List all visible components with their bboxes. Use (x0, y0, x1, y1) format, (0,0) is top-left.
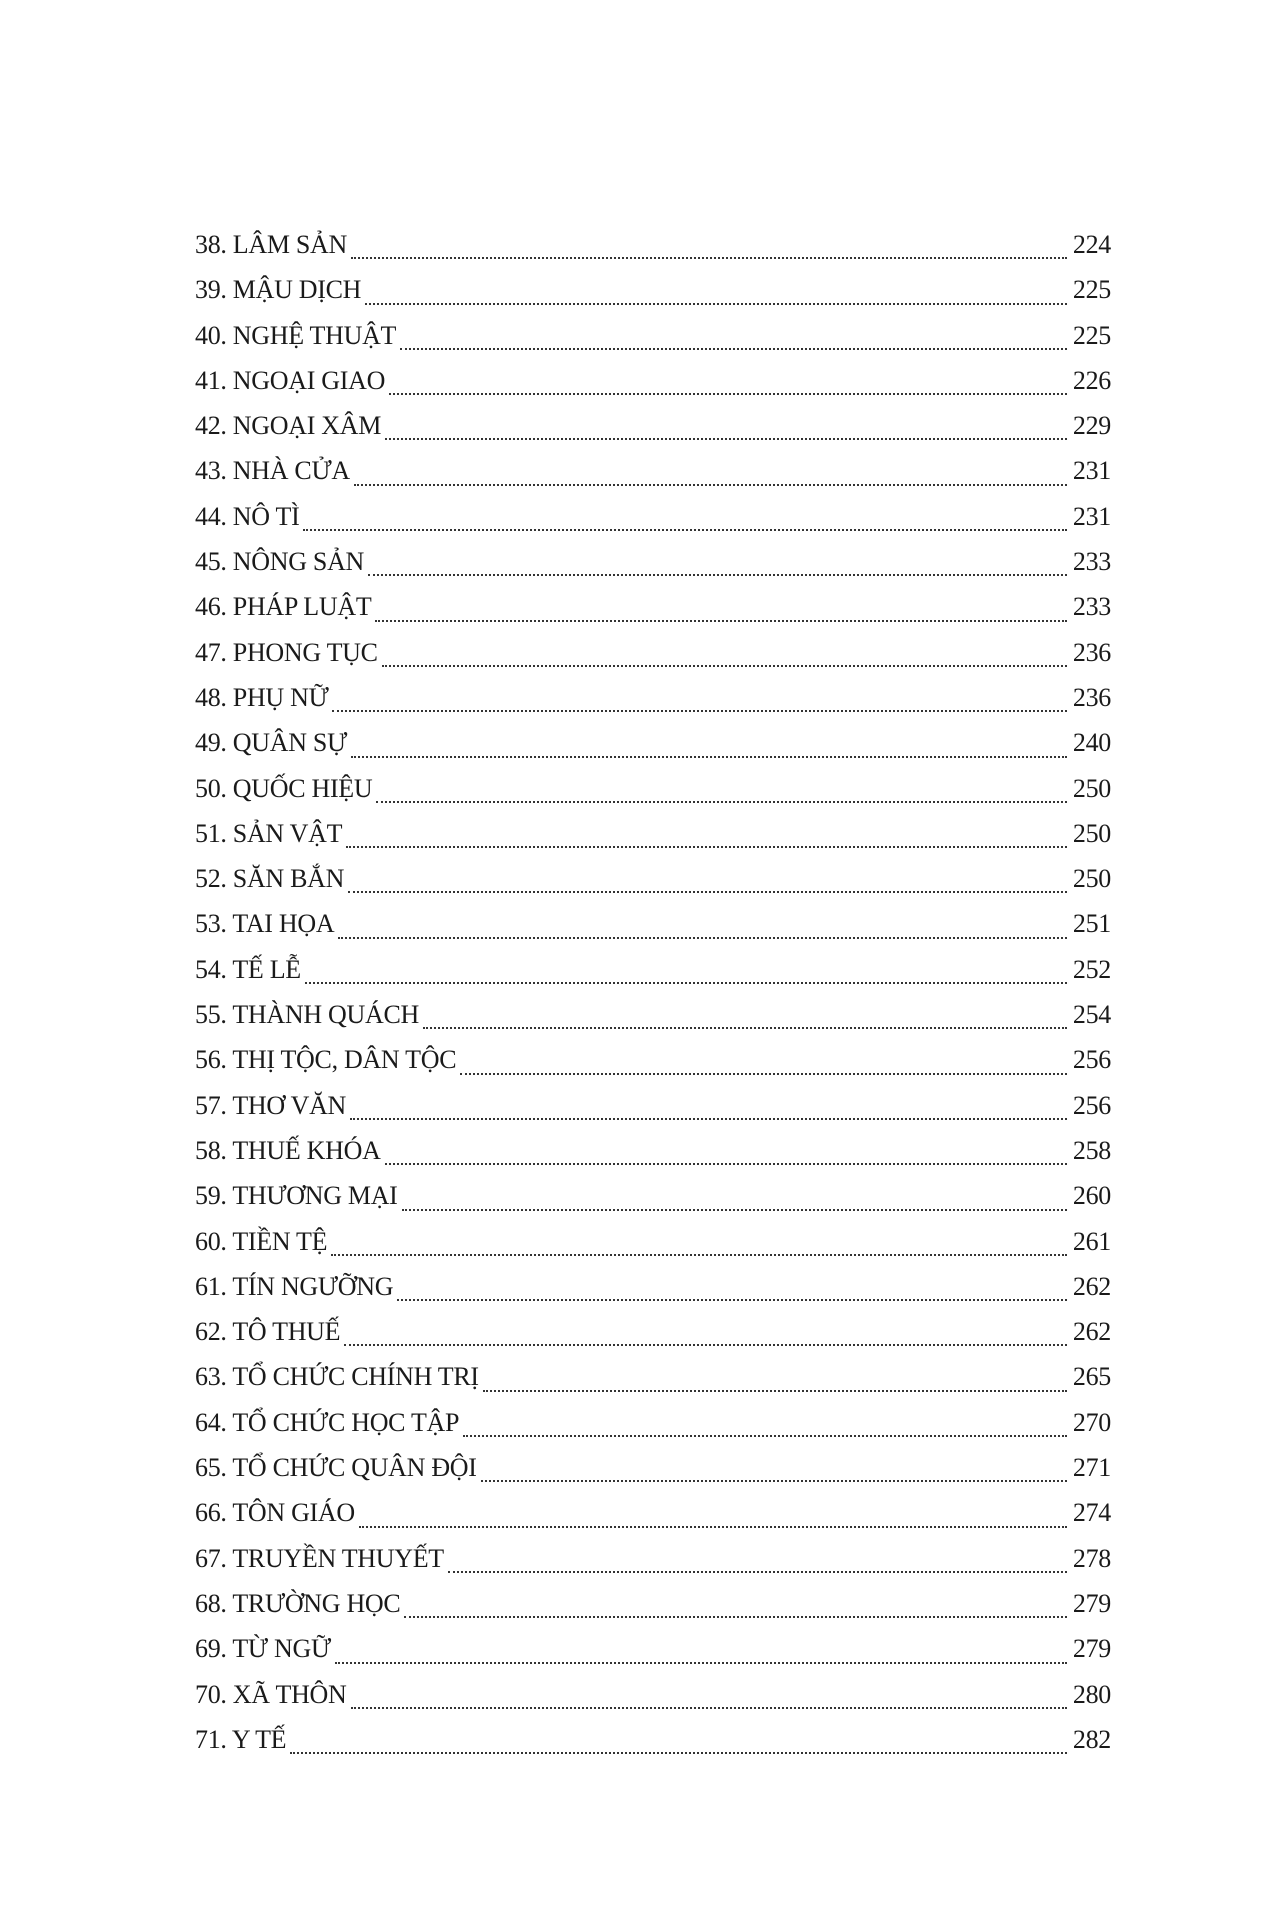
toc-entry-page-number: 278 (1072, 1543, 1111, 1573)
toc-entry-page-number: 261 (1072, 1226, 1111, 1256)
toc-entry-title: 71. Y TẾ (195, 1724, 287, 1754)
toc-entry-title: 53. TAI HỌA (195, 909, 335, 939)
toc-entry-page-number: 271 (1072, 1453, 1111, 1483)
toc-entry-page-number: 252 (1072, 954, 1111, 984)
dot-leader (423, 1027, 1067, 1029)
toc-entry[interactable] (195, 1490, 1111, 1535)
toc-entry[interactable] (195, 630, 1111, 675)
toc-entry-page-number: 236 (1072, 682, 1111, 712)
toc-entry[interactable] (195, 313, 1111, 358)
toc-entry-page-number: 250 (1072, 818, 1111, 848)
toc-entry[interactable] (195, 584, 1111, 629)
toc-entry[interactable] (195, 1536, 1111, 1581)
dot-leader (351, 756, 1067, 758)
toc-entry-page-number: 254 (1072, 1000, 1111, 1030)
toc-entry-page-number: 280 (1072, 1679, 1111, 1709)
dot-leader (350, 1118, 1067, 1120)
dot-leader (375, 620, 1066, 622)
toc-entry-title: 38. LÂM SẢN (195, 230, 347, 259)
toc-entry-title: 60. TIỀN TỆ (195, 1226, 328, 1256)
toc-entry-page-number: 258 (1072, 1135, 1111, 1165)
toc-entry-title: 45. NÔNG SẢN (195, 547, 365, 577)
toc-entry-page-number: 240 (1072, 728, 1111, 758)
toc-entry[interactable] (195, 1083, 1111, 1128)
toc-entry[interactable] (195, 539, 1111, 584)
toc-entry[interactable] (195, 1354, 1111, 1399)
toc-entry-title: 54. TẾ LỄ (195, 954, 301, 984)
toc-entry-page-number: 225 (1072, 320, 1111, 350)
toc-entry[interactable] (195, 901, 1111, 946)
dot-leader (460, 1073, 1067, 1075)
toc-entry[interactable] (195, 992, 1111, 1037)
dot-leader (332, 710, 1066, 712)
dot-leader (303, 529, 1066, 531)
toc-entry-title: 46. PHÁP LUẬT (195, 592, 372, 622)
toc-entry-title: 62. TÔ THUẾ (195, 1317, 341, 1347)
toc-entry[interactable] (195, 403, 1111, 448)
toc-entry-page-number: 256 (1072, 1045, 1111, 1075)
toc-entry-title: 42. NGOẠI XÂM (195, 411, 382, 441)
toc-entry[interactable] (195, 947, 1111, 992)
toc-entry[interactable] (195, 1400, 1111, 1445)
dot-leader (351, 257, 1067, 259)
toc-entry[interactable] (195, 1309, 1111, 1354)
toc-entry[interactable] (195, 856, 1111, 901)
dot-leader (359, 1526, 1067, 1528)
dot-leader (481, 1480, 1067, 1482)
table-of-contents (195, 222, 1111, 1762)
toc-entry-title: 48. PHỤ NỮ (195, 682, 329, 712)
dot-leader (404, 1616, 1066, 1618)
dot-leader (376, 801, 1067, 803)
toc-entry[interactable] (195, 1672, 1111, 1717)
toc-entry-title: 51. SẢN VẬT (195, 818, 343, 848)
toc-entry[interactable] (195, 675, 1111, 720)
toc-entry[interactable] (195, 1445, 1111, 1490)
toc-entry-page-number: 282 (1072, 1724, 1111, 1754)
dot-leader (402, 1209, 1067, 1211)
toc-entry-page-number: 250 (1072, 864, 1111, 894)
toc-entry-title: 47. PHONG TỤC (195, 637, 378, 667)
toc-entry-title: 40. NGHỆ THUẬT (195, 320, 397, 350)
dot-leader (385, 1163, 1067, 1165)
toc-entry[interactable] (195, 494, 1111, 539)
toc-entry-title: 44. NÔ TÌ (195, 501, 300, 531)
toc-entry-title: 63. TỔ CHỨC CHÍNH TRỊ (195, 1362, 479, 1392)
toc-entry-title: 57. THƠ VĂN (195, 1090, 347, 1120)
toc-entry-page-number: 231 (1072, 456, 1111, 486)
toc-entry-page-number: 233 (1072, 547, 1111, 577)
dot-leader (400, 348, 1067, 350)
dot-leader (344, 1344, 1067, 1346)
toc-entry[interactable] (195, 1219, 1111, 1264)
toc-entry[interactable] (195, 1626, 1111, 1671)
dot-leader (389, 393, 1067, 395)
dot-leader (354, 484, 1067, 486)
dot-leader (305, 982, 1067, 984)
toc-entry-title: 50. QUỐC HIỆU (195, 773, 373, 803)
toc-entry[interactable] (195, 1128, 1111, 1173)
toc-entry[interactable] (195, 222, 1111, 267)
toc-entry-page-number: 233 (1072, 592, 1111, 622)
toc-entry-page-number: 256 (1072, 1090, 1111, 1120)
toc-entry-title: 58. THUẾ KHÓA (195, 1135, 381, 1165)
toc-entry[interactable] (195, 811, 1111, 856)
toc-entry-page-number: 251 (1072, 909, 1111, 939)
dot-leader (351, 1707, 1067, 1709)
toc-entry-title: 55. THÀNH QUÁCH (195, 1000, 419, 1030)
toc-entry-page-number: 260 (1072, 1181, 1111, 1211)
toc-entry-page-number: 250 (1072, 773, 1111, 803)
toc-entry[interactable] (195, 1717, 1111, 1762)
dot-leader (397, 1299, 1067, 1301)
toc-entry-title: 68. TRƯỜNG HỌC (195, 1588, 401, 1618)
toc-entry-page-number: 236 (1072, 637, 1111, 667)
dot-leader (448, 1571, 1067, 1573)
toc-entry-title: 49. QUÂN SỰ (195, 728, 347, 758)
toc-entry-title: 61. TÍN NGƯỠNG (195, 1271, 394, 1301)
toc-entry[interactable] (195, 358, 1111, 403)
toc-entry-title: 66. TÔN GIÁO (195, 1498, 355, 1528)
toc-entry-title: 65. TỔ CHỨC QUÂN ĐỘI (195, 1453, 477, 1483)
toc-entry-title: 69. TỪ NGỮ (195, 1634, 331, 1664)
toc-entry[interactable] (195, 720, 1111, 765)
dot-leader (368, 574, 1067, 576)
dot-leader (348, 891, 1067, 893)
toc-entry[interactable] (195, 1581, 1111, 1626)
toc-entry-title: 56. THỊ TỘC, DÂN TỘC (195, 1045, 457, 1075)
toc-entry-page-number: 231 (1072, 501, 1111, 531)
toc-entry-page-number: 274 (1072, 1498, 1111, 1528)
toc-entry[interactable] (195, 448, 1111, 493)
toc-entry-page-number: 226 (1072, 365, 1111, 395)
dot-leader (346, 846, 1067, 848)
toc-entry-page-number: 279 (1072, 1588, 1111, 1618)
toc-entry[interactable] (195, 267, 1111, 312)
toc-entry-page-number: 265 (1072, 1362, 1111, 1392)
toc-entry-page-number: 225 (1072, 275, 1111, 305)
dot-leader (382, 665, 1067, 667)
toc-entry-page-number: 224 (1072, 230, 1111, 259)
toc-entry[interactable] (195, 766, 1111, 811)
toc-entry-title: 39. MẬU DỊCH (195, 275, 362, 305)
toc-entry-title: 43. NHÀ CỬA (195, 456, 350, 486)
dot-leader (338, 937, 1067, 939)
dot-leader (463, 1435, 1067, 1437)
toc-entry-page-number: 279 (1072, 1634, 1111, 1664)
dot-leader (331, 1254, 1067, 1256)
toc-entry-title: 64. TỔ CHỨC HỌC TẬP (195, 1407, 460, 1437)
toc-entry-title: 70. XÃ THÔN (195, 1679, 347, 1709)
toc-entry-title: 59. THƯƠNG MẠI (195, 1181, 398, 1211)
toc-entry-page-number: 270 (1072, 1407, 1111, 1437)
toc-entry-page-number: 262 (1072, 1317, 1111, 1347)
toc-entry-title: 41. NGOẠI GIAO (195, 365, 386, 395)
toc-entry-title: 52. SĂN BẮN (195, 864, 345, 894)
dot-leader (335, 1662, 1067, 1664)
toc-entry[interactable] (195, 1037, 1111, 1082)
dot-leader (365, 303, 1067, 305)
toc-entry-title: 67. TRUYỀN THUYẾT (195, 1543, 444, 1573)
dot-leader (385, 438, 1067, 440)
dot-leader (483, 1390, 1067, 1392)
dot-leader (290, 1752, 1067, 1754)
toc-entry-page-number: 262 (1072, 1271, 1111, 1301)
toc-entry-page-number: 229 (1072, 411, 1111, 441)
toc-entry[interactable] (195, 1264, 1111, 1309)
toc-entry[interactable] (195, 1173, 1111, 1218)
